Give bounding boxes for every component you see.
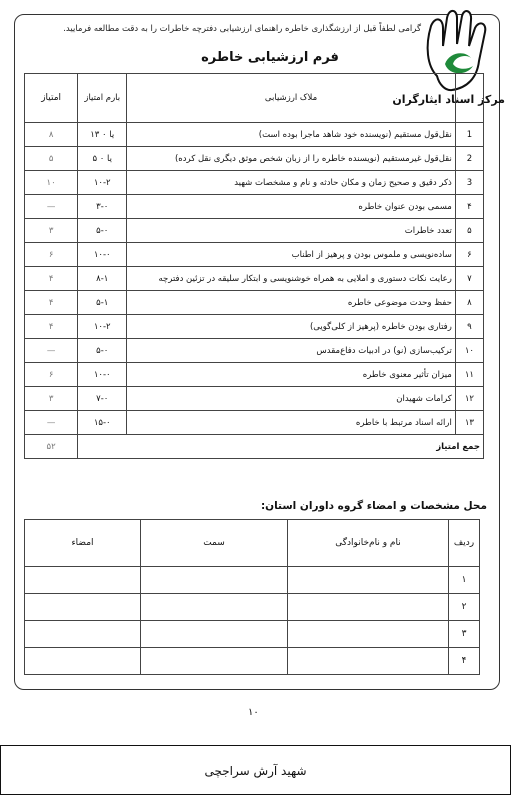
header-max-score: بارم امتیاز [78, 74, 127, 123]
row-score: — [25, 195, 78, 219]
table-row [25, 567, 480, 594]
row-max-score: ۱۰-۰ [78, 243, 127, 267]
row-score: ۱۰ [25, 171, 78, 195]
row-score: ۳ [25, 219, 78, 243]
row-number: ۳ [449, 621, 480, 648]
row-criterion: مسمی بودن عنوان خاطره [127, 195, 456, 219]
row-number: ۱۳ [455, 411, 483, 435]
row-criterion: نقل‌قول مستقیم (نویسنده خود شاهد ماجرا بوده است) [127, 123, 456, 147]
header-signature: امضاء [25, 520, 141, 567]
row-score: ۵ [25, 147, 78, 171]
row-score: ۶ [25, 363, 78, 387]
table-row [25, 339, 484, 363]
table-row [25, 363, 484, 387]
row-number: ۱۱ [455, 363, 483, 387]
table-row [25, 315, 484, 339]
row-max-score: ۵-۰ [78, 339, 127, 363]
table-row [25, 243, 484, 267]
caption: شهید آرش سراجچی [204, 764, 307, 778]
row-number: 3 [455, 171, 483, 195]
total-row [25, 435, 484, 459]
row-number: ۱ [449, 567, 480, 594]
table-header-row [25, 74, 484, 123]
row-number: 1 [455, 123, 483, 147]
name-cell[interactable] [288, 648, 449, 675]
total-score: ۵۲ [25, 435, 78, 459]
table-row [25, 621, 480, 648]
row-number: ۷ [455, 267, 483, 291]
row-criterion: رفتاری بودن خاطره (پرهیز از کلی‌گویی) [127, 315, 456, 339]
position-cell[interactable] [141, 648, 288, 675]
row-criterion: ساده‌نویسی و ملموس بودن و پرهیز از اطناب [127, 243, 456, 267]
row-number: ۹ [455, 315, 483, 339]
row-criterion: ذکر دقیق و صحیح زمان و مکان حادثه و نام و مشخصات شهید [127, 171, 456, 195]
row-criterion: رعایت نکات دستوری و املایی به همراه خوشنویسی و ابتکار سلیقه در تزئین دفترچه [127, 267, 456, 291]
row-number: ۵ [455, 219, 483, 243]
header-number [455, 74, 483, 123]
row-criterion: ترکیب‌سازی (نو) در ادبیات دفاع‌مقدس [127, 339, 456, 363]
row-score: ۴ [25, 291, 78, 315]
table-row [25, 411, 484, 435]
name-cell[interactable] [288, 567, 449, 594]
row-max-score: ۵-۰ [78, 219, 127, 243]
row-criterion: ارائه اسناد مرتبط با خاطره [127, 411, 456, 435]
position-cell[interactable] [141, 594, 288, 621]
row-max-score: ۱۳ یا ۰ [78, 123, 127, 147]
table-row [25, 171, 484, 195]
row-max-score: ۷-۰ [78, 387, 127, 411]
row-criterion: میزان تأثیر معنوی خاطره [127, 363, 456, 387]
row-max-score: ۱۰-۲ [78, 171, 127, 195]
row-number: 2 [455, 147, 483, 171]
row-score: — [25, 411, 78, 435]
row-score: ۴ [25, 315, 78, 339]
row-max-score: ۱۰-۰ [78, 363, 127, 387]
table-row [25, 648, 480, 675]
form-title: فرم ارزشیابی خاطره [201, 50, 339, 65]
table-row [25, 123, 484, 147]
row-max-score: ۸-۱ [78, 267, 127, 291]
header-criterion: ملاک ارزشیابی [127, 74, 456, 123]
row-score: ۶ [25, 243, 78, 267]
header-name: نام و نام‌خانوادگی [288, 520, 449, 567]
row-number: ۴ [455, 195, 483, 219]
table-row [25, 291, 484, 315]
name-cell[interactable] [288, 594, 449, 621]
row-max-score: ۳-۰ [78, 195, 127, 219]
table-row [25, 219, 484, 243]
row-score: ۸ [25, 123, 78, 147]
header-row-number: ردیف [449, 520, 480, 567]
position-cell[interactable] [141, 621, 288, 648]
name-cell[interactable] [288, 621, 449, 648]
position-cell[interactable] [141, 567, 288, 594]
row-criterion: کرامات شهیدان [127, 387, 456, 411]
total-label: جمع امتیاز [78, 435, 484, 459]
table-row [25, 594, 480, 621]
row-max-score: ۱۰-۲ [78, 315, 127, 339]
instruction-text: گرامی لطفاً قبل از ارزشگذاری خاطره راهنمای ارزشیابی دفترچه خاطرات را به دقت مطالعه فرمایید. [63, 24, 421, 34]
signature-cell[interactable] [25, 594, 141, 621]
signature-cell[interactable] [25, 648, 141, 675]
signature-cell[interactable] [25, 567, 141, 594]
row-max-score: ۵ یا ۰ [78, 147, 127, 171]
header-position: سمت [141, 520, 288, 567]
evaluation-table [24, 73, 484, 459]
row-criterion: تعدد خاطرات [127, 219, 456, 243]
row-max-score: ۵-۱ [78, 291, 127, 315]
logo-text: مرکز اسناد ایثارگران [392, 93, 505, 106]
row-number: ۸ [455, 291, 483, 315]
row-number: ۱۲ [455, 387, 483, 411]
signature-cell[interactable] [25, 621, 141, 648]
table-row [25, 147, 484, 171]
row-number: ۶ [455, 243, 483, 267]
row-number: ۱۰ [455, 339, 483, 363]
row-score: ۳ [25, 387, 78, 411]
row-max-score: ۱۵-۰ [78, 411, 127, 435]
row-number: ۲ [449, 594, 480, 621]
table-row [25, 387, 484, 411]
page-number: ۱۰ [248, 707, 259, 718]
header-score: امتیاز [25, 74, 78, 123]
jury-section-title: محل مشخصات و امضاء گروه داوران استان: [260, 500, 487, 512]
row-criterion: نقل‌قول غیرمستقیم (نویسنده خاطره را از زبان شخص موثق دیگری نقل کرده) [127, 147, 456, 171]
jury-header-row [25, 520, 480, 567]
row-score: ۴ [25, 267, 78, 291]
jury-table [24, 519, 480, 675]
row-score: — [25, 339, 78, 363]
table-row [25, 267, 484, 291]
row-criterion: حفظ وحدت موضوعی خاطره [127, 291, 456, 315]
row-number: ۴ [449, 648, 480, 675]
table-row [25, 195, 484, 219]
